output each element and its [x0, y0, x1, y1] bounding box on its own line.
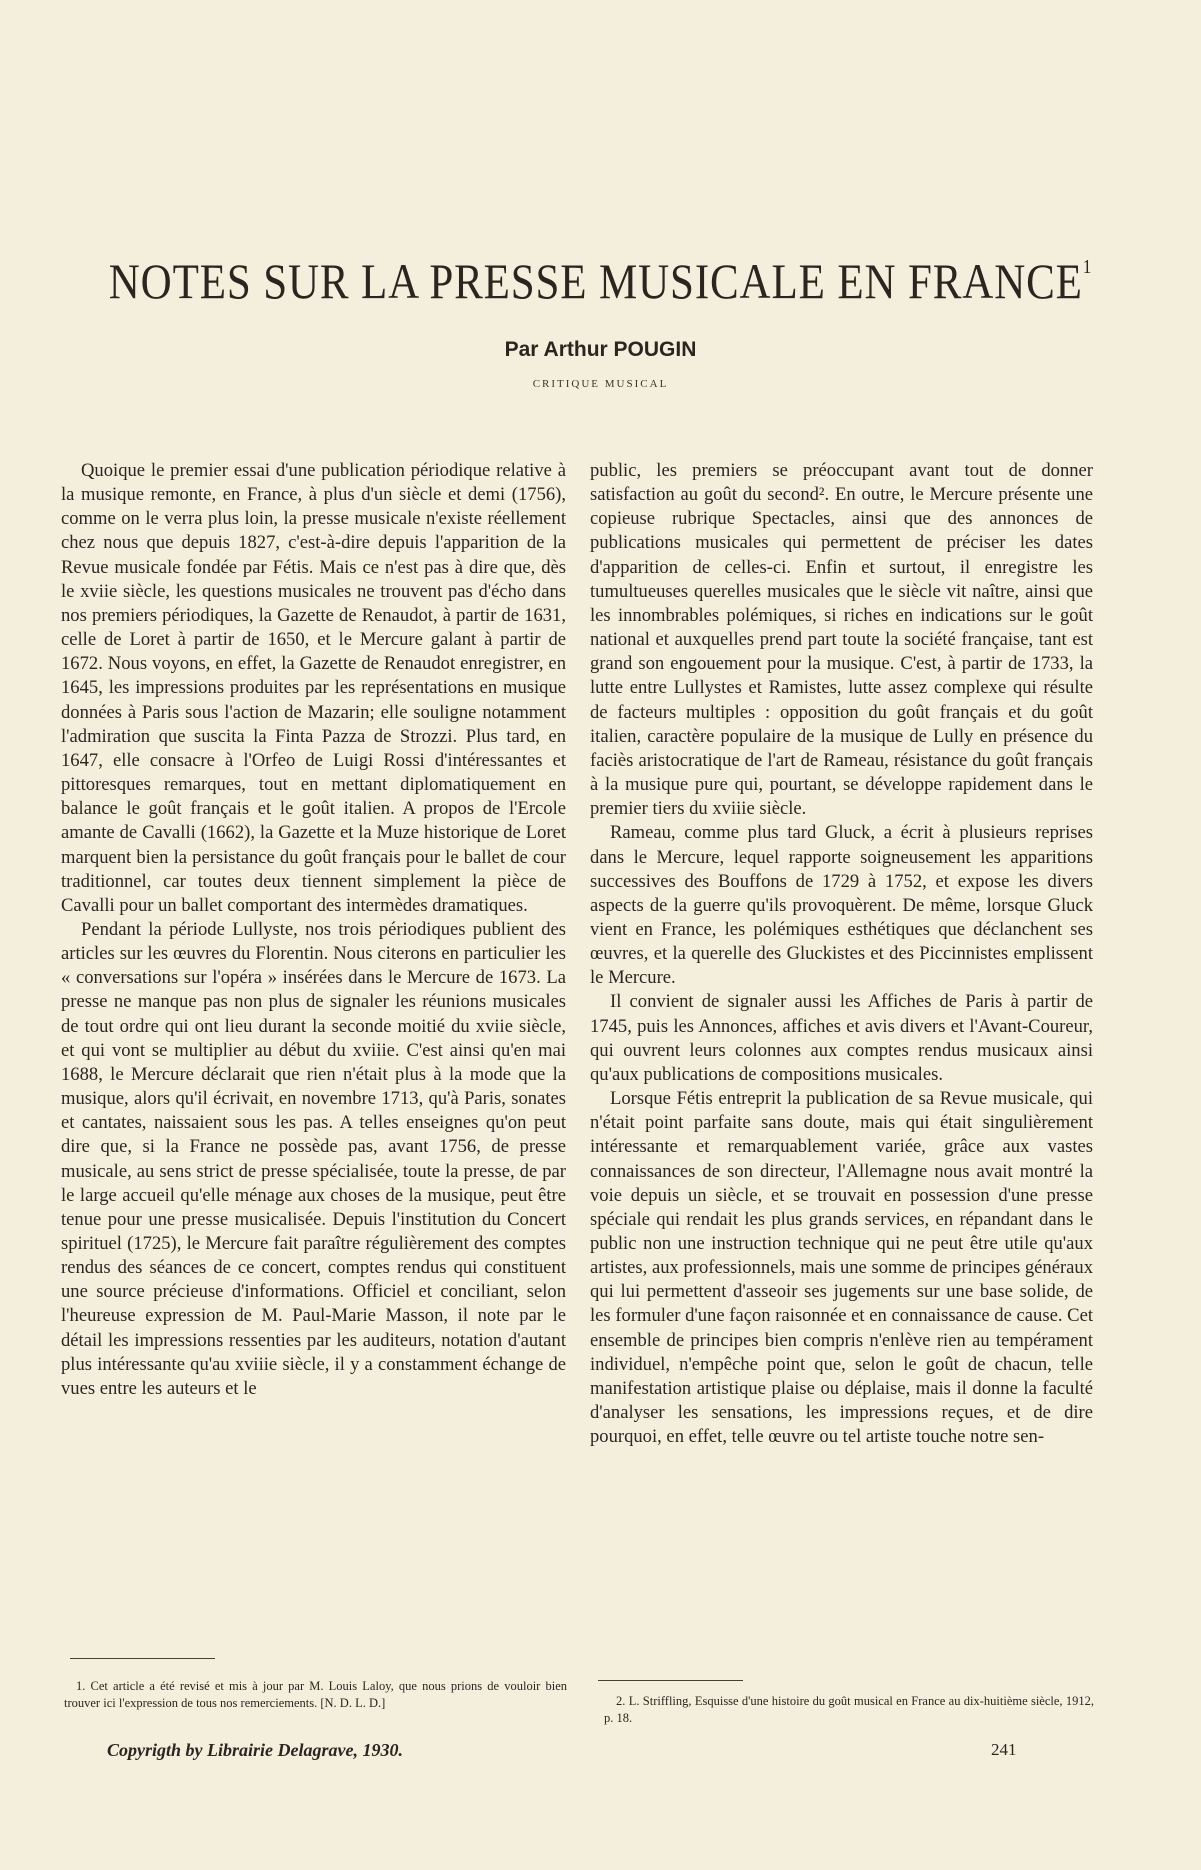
footnote-2 [604, 1693, 1094, 1727]
paragraph: Il convient de signaler aussi les Affiches de Paris à partir de 1745, puis les Annonces, affiches et avis divers et l'Avant-Coureur, qui ouvrent leurs colonnes aux comptes rendus musicaux ainsi qu'aux publications de compositions musicales. [590, 991, 1093, 1085]
title-footnote-ref: 1 [1082, 256, 1093, 278]
paragraph: Rameau, comme plus tard Gluck, a écrit à plusieurs reprises dans le Mercure, lequel rapporte soigneusement les apparitions successives des Bouffons de 1729 à 1752, et expose les divers aspects de la guerre qu'ils provoquèrent. De même, lorsque Gluck vient en France, les polémiques esthétiques que déclanchent ses œuvres, et la querelle des Gluckistes et des Piccinnistes emplissent le Mercure. [590, 822, 1093, 989]
copyright-notice: Copyrigth by Librairie Delagrave, 1930. [107, 1740, 403, 1760]
footnote-text: 2. L. Striffling, Esquisse d'une histoire du goût musical en France au dix-huitième siècle, 1912, p. 18. [604, 1694, 1094, 1725]
page-number: 241 [991, 1740, 1017, 1759]
right-column [590, 459, 1093, 1449]
footnote-divider [598, 1680, 743, 1681]
article-title [84, 252, 1117, 310]
author-role: CRITIQUE MUSICAL [532, 378, 669, 390]
left-column [61, 459, 566, 1401]
footnote-text: 1. Cet article a été revisé et mis à jour par M. Louis Laloy, que nous prions de vouloir bien trouver ici l'expression de tous nos remerciements. [N. D. L. D.] [64, 1679, 567, 1710]
paragraph: Pendant la période Lullyste, nos trois périodiques publient des articles sur les œuvres du Florentin. Nous citerons en particulier les « conversations sur l'opéra » insérées dans le Mercure de 1673. La presse ne manque pas non plus de signaler les réunions musicales de tout ordre qui ont lieu durant la seconde moitié du xviie siècle, et qui vont se multiplier au début du xviiie. C'est ainsi qu'en mai 1688, le Mercure déclarait que rien n'était plus à la mode que la musique, alors qu'il écrivait, en novembre 1713, qu'à Paris, sonates et cantates, naissaient sous les pas. A telles enseignes qu'on peut dire que, si la France ne possède pas, avant 1756, de presse musicale, au sens strict de presse spécialisée, toute la presse, de par le large accueil qu'elle ménage aux choses de la musique, peut être tenue pour une presse musicalisée. Depuis l'institution du Concert spirituel (1725), le Mercure fait paraître régulièrement des comptes rendus des séances de ce concert, comptes rendus qui constituent une source précieuse d'informations. Officiel et conciliant, selon l'heureuse expression de M. Paul-Marie Masson, il note par le détail les impressions ressenties par les auditeurs, notation d'autant plus intéressante qu'au xviiie siècle, il y a constamment échange de vues entre les auteurs et le [61, 918, 566, 1399]
paragraph: Lorsque Fétis entreprit la publication de sa Revue musicale, qui n'était point parfaite sans doute, mais qui était singulièrement intéressante et remarquablement variée, grâce aux vastes connaissances de son directeur, l'Allemagne nous avait montré la voie depuis un siècle, et se trouvait en possession d'une presse spéciale qui rendait les plus grands services, en répandant dans le public non une instruction technique qui ne peut être utile qu'aux artistes, aux professionnels, mais une somme de principes généraux qui lui permettent d'asseoir ses jugements sur une base solide, de les formuler d'une façon raisonnée et en connaissance de cause. Cet ensemble de principes bien compris n'enlève rien au tempérament individuel, n'empêche point que, selon le goût de chacun, telle manifestation artistique plaise ou déplaise, mais il donne la faculté d'analyser les sensations, les impressions reçues, et de dire pourquoi, en effet, telle œuvre ou tel artiste touche notre sen- [590, 1088, 1093, 1448]
paragraph: public, les premiers se préoccupant avant tout de donner satisfaction au goût du second². En outre, le Mercure présente une copieuse rubrique Spectacles, ainsi que des annonces de publications musicales qui permettent de préciser les dates d'apparition de celles-ci. Enfin et surtout, il enregistre les tumultueuses querelles musicales que le siècle vit naître, ainsi que les innombrables polémiques, si riches en indications sur le goût national et auxquelles prend part toute la société française, tant est grand son engouement pour la musique. C'est, à partir de 1733, la lutte entre Lullystes et Ramistes, lutte assez complexe qui résulte de facteurs multiples : opposition du goût français et du goût italien, caractère populaire de la musique de Lully en présence du faciès aristocratique de l'art de Rameau, résistance du goût français à la musique pure qui, pourtant, se développe rapidement dans le premier tiers du xviiie siècle. [590, 460, 1093, 820]
article-title-text: NOTES SUR LA PRESSE MUSICALE EN FRANCE [108, 253, 1083, 309]
paragraph: Quoique le premier essai d'une publication périodique relative à la musique remonte, en France, à plus d'un siècle et demi (1756), comme on le verra plus loin, la presse musicale n'existe réellement chez nous que depuis 1827, c'est-à-dire depuis l'apparition de la Revue musicale fondée par Fétis. Mais ce n'est pas à dire que, dès le xviie siècle, les questions musicales ne trouvent pas d'écho dans nos premiers périodiques, la Gazette de Renaudot, à partir de 1631, celle de Loret à partir de 1650, et le Mercure galant à partir de 1672. Nous voyons, en effet, la Gazette de Renaudot enregistrer, en 1645, les impressions produites par les représentations en musique données à Paris sous l'action de Mazarin; elle souligne notamment l'admiration que suscita la Finta Pazza de Strozzi. Plus tard, en 1647, elle consacre à l'Orfeo de Luigi Rossi d'intéressantes et pittoresques remarques, tout en mettant diplomatiquement en balance le goût français et le goût italien. A propos de l'Ercole amante de Cavalli (1662), la Gazette et la Muze historique de Loret marquent bien la persistance du goût français pour le ballet de cour traditionnel, car toutes deux tiennent simplement la pièce de Cavalli pour un ballet comportant des intermèdes dramatiques. [61, 460, 566, 916]
footnote-divider [70, 1658, 215, 1659]
author-byline: Par Arthur POUGIN [504, 338, 697, 361]
footnote-1 [64, 1678, 567, 1712]
